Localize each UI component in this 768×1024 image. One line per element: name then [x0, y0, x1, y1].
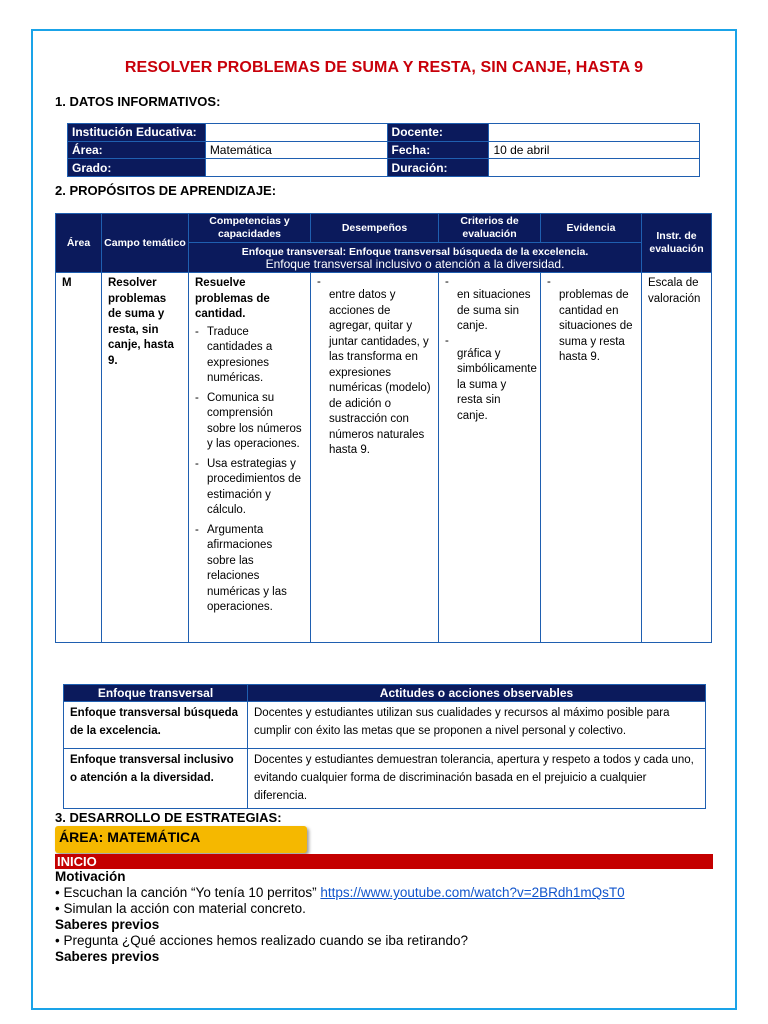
criterio-2-dash: - [445, 334, 449, 347]
evidencia-dash: - [547, 276, 551, 288]
saberes-previos-heading-1: Saberes previos [55, 917, 160, 932]
capacidades-list [195, 325, 304, 616]
criterio-1-text: en situaciones de suma sin canje. [457, 289, 531, 332]
enfoque-row-2-name: Enfoque transversal inclusivo o atención a la diversidad. [64, 749, 248, 809]
row-campo: Resolver problemas de suma y resta, sin canje, hasta 9. [102, 273, 189, 643]
propositos-table [55, 213, 712, 643]
grado-value [205, 159, 387, 177]
inicio-bar: INICIO [55, 854, 713, 869]
row-competencias [189, 273, 311, 643]
page-title: RESOLVER PROBLEMAS DE SUMA Y RESTA, SIN CANJE, HASTA 9 [124, 59, 644, 76]
motivacion-item-1-text: • Escuchan la canción “Yo tenía 10 perritos” [55, 885, 321, 900]
motivacion-heading: Motivación [55, 869, 126, 884]
area-badge: ÁREA: MATEMÁTICA [55, 826, 307, 853]
fecha-value: 10 de abril [489, 141, 700, 159]
youtube-link[interactable]: https://www.youtube.com/watch?v=2BRdh1mQsT0 [320, 885, 625, 900]
duracion-value [489, 159, 700, 177]
area-value: Matemática [205, 141, 387, 159]
saberes-previos-heading-2: Saberes previos [55, 949, 160, 964]
header-area: Área [56, 214, 102, 273]
institucion-value [205, 124, 387, 142]
datos-table [67, 123, 700, 177]
enfoque-row-2-acciones: Docentes y estudiantes demuestran tolerancia, apertura y respeto a todos y cada uno, evitando cualquier forma de discriminación basada en el prejuicio a cualquier diferencia. [248, 749, 706, 809]
docente-value [489, 124, 700, 142]
capacidad-item: - Comunica su comprensión sobre los números y las operaciones. [195, 391, 304, 453]
header-criterios: Criterios de evaluación [439, 214, 541, 243]
enfoque-header-right: Actitudes o acciones observables [248, 685, 706, 702]
row-instr: Escala de valoración [642, 273, 712, 643]
capacidad-item: - Traduce cantidades a expresiones numéricas. [195, 325, 304, 387]
header-evidencia: Evidencia [541, 214, 642, 243]
saberes-item-1: • Pregunta ¿Qué acciones hemos realizado cuando se iba retirando? [55, 933, 468, 948]
area-label: Área: [68, 141, 206, 159]
motivacion-item-1 [55, 885, 625, 900]
enfoque-table [63, 684, 706, 809]
docente-label: Docente: [387, 124, 489, 142]
duracion-label: Duración: [387, 159, 489, 177]
criterio-2-text: gráfica y simbólicamente la suma y resta sin canje. [457, 347, 537, 422]
capacidad-item: - Usa estrategias y procedimientos de estimación y cálculo. [195, 457, 304, 519]
fecha-label: Fecha: [387, 141, 489, 159]
enfoque-row-1-name: Enfoque transversal búsqueda de la excelencia. [64, 702, 248, 749]
competencia-title: Resuelve problemas de cantidad. [195, 277, 270, 320]
evidencia-text: problemas de cantidad en situaciones de suma y resta hasta 9. [559, 289, 633, 363]
enfoque-line-2: Enfoque transversal inclusivo o atención a la diversidad. [265, 256, 565, 271]
enfoque-header [189, 243, 642, 273]
row-criterios [439, 273, 541, 643]
header-instr: Instr. de evaluación [642, 214, 712, 273]
header-campo: Campo temático [102, 214, 189, 273]
capacidad-item: - Argumenta afirmaciones sobre las relaciones numéricas y las operaciones. [195, 523, 304, 616]
enfoque-header-left: Enfoque transversal [64, 685, 248, 702]
institucion-label: Institución Educativa: [68, 124, 206, 142]
row-evidencia [541, 273, 642, 643]
desempeno-text: entre datos y acciones de agregar, quitar y juntar cantidades, y las transforma en expresiones numéricas (modelo) de adición o sustracción con números naturales hasta 9. [329, 289, 431, 456]
section-desarrollo-heading: 3. DESARROLLO DE ESTRATEGIAS: [55, 810, 282, 825]
section-propositos-heading: 2. PROPÓSITOS DE APRENDIZAJE: [55, 183, 277, 198]
section-datos-heading: 1. DATOS INFORMATIVOS: [55, 94, 221, 109]
enfoque-row-1-acciones: Docentes y estudiantes utilizan sus cualidades y recursos al máximo posible para cumplir con éxito las metas que se proponen a nivel personal y colectivo. [248, 702, 706, 749]
row-area: M [56, 273, 102, 643]
motivacion-item-2: • Simulan la acción con material concreto. [55, 901, 306, 916]
desempeno-dash: - [317, 276, 321, 288]
grado-label: Grado: [68, 159, 206, 177]
row-desempeno [311, 273, 439, 643]
header-desempenos: Desempeños [311, 214, 439, 243]
header-competencias: Competencias y capacidades [189, 214, 311, 243]
enfoque-line-1: Enfoque transversal: Enfoque transversal búsqueda de la excelencia. [241, 245, 589, 258]
criterio-1-dash: - [445, 276, 449, 288]
